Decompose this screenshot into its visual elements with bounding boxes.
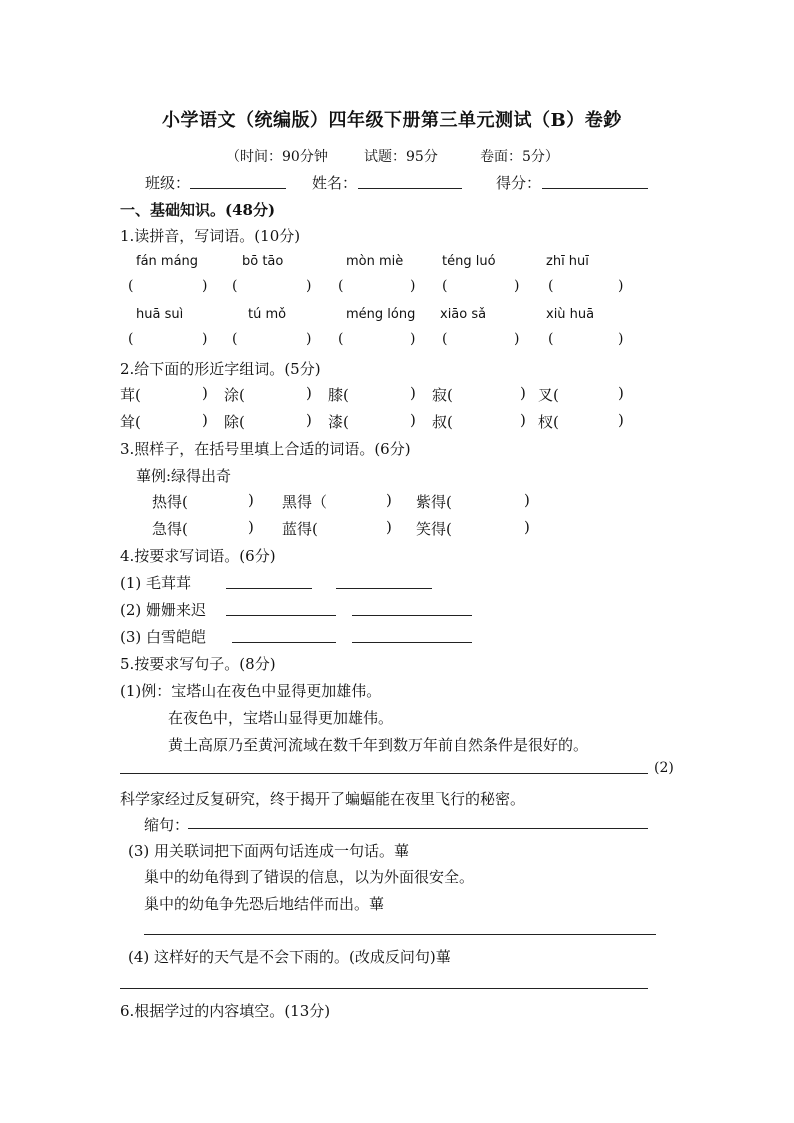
sentence-task: 巢中的幼龟得到了错误的信息，以为外面很安全。	[144, 868, 475, 886]
answer-blank-close: )	[618, 411, 624, 429]
pinyin-item: fán máng	[136, 254, 199, 269]
answer-blank-close: )	[202, 331, 208, 347]
word-item: (2) 姗姗来迟	[120, 601, 207, 619]
question-5-title: 5.按要求写句子。(8分)	[120, 655, 276, 673]
sentence-task: 巢中的幼龟争先恐后地结伴而出。蓽	[144, 895, 385, 913]
word-item: (3) 白雪皑皑	[120, 628, 207, 646]
answer-blank-close: )	[410, 331, 416, 347]
name-label: 姓名：	[312, 174, 358, 192]
answer-blank-close: )	[520, 384, 526, 402]
question-score-info: 试题：95分	[364, 149, 438, 165]
answer-line[interactable]	[352, 642, 472, 643]
answer-blank-open: (	[548, 331, 554, 347]
answer-blank-close: )	[202, 278, 208, 294]
phrase-item: 黑得（	[282, 493, 328, 511]
answer-blank-open: (	[232, 278, 238, 294]
char-item: 除(	[224, 413, 245, 431]
class-label: 班级：	[145, 174, 191, 192]
answer-blank-close: )	[618, 278, 624, 294]
answer-blank-open: (	[232, 331, 238, 347]
question-3-title: 3.照样子，在括号里填上合适的词语。(6分)	[120, 440, 411, 458]
answer-blank-close: )	[618, 384, 624, 402]
answer-blank-close: )	[524, 491, 530, 509]
answer-blank-open: (	[128, 331, 134, 347]
answer-blank-close: )	[202, 384, 208, 402]
sub-question-number: (2)	[654, 760, 674, 776]
pinyin-item: xiù huā	[546, 307, 595, 322]
char-item: 漆(	[328, 413, 349, 431]
time-info: （时间：90分钟	[226, 149, 328, 165]
answer-blank-open: (	[442, 331, 448, 347]
char-item: 寂(	[432, 386, 453, 404]
char-item: 耸(	[120, 413, 141, 431]
pinyin-item: xiāo sǎ	[440, 307, 487, 322]
pinyin-item: téng luó	[442, 254, 496, 269]
score-field[interactable]	[542, 188, 648, 189]
answer-blank-close: )	[514, 278, 520, 294]
sentence-task: 科学家经过反复研究，终于揭开了蝙蝠能在夜里飞行的秘密。	[120, 790, 526, 808]
answer-line[interactable]	[120, 773, 648, 774]
answer-blank-close: )	[248, 491, 254, 509]
char-item: 叉(	[538, 386, 559, 404]
phrase-item: 笑得(	[416, 520, 452, 538]
pinyin-item: mòn miè	[346, 254, 404, 269]
answer-line[interactable]	[188, 828, 648, 829]
phrase-item: 紫得(	[416, 493, 452, 511]
answer-blank-open: (	[128, 278, 134, 294]
pinyin-item: huā suì	[136, 307, 184, 322]
answer-blank-close: )	[306, 278, 312, 294]
answer-blank-close: )	[386, 518, 392, 536]
answer-line[interactable]	[226, 615, 336, 616]
char-item: 膝(	[328, 386, 349, 404]
sub-question-title: (3) 用关联词把下面两句话连成一句话。蓽	[128, 842, 410, 860]
char-item: 涂(	[224, 386, 245, 404]
answer-blank-close: )	[248, 518, 254, 536]
sentence-task: 黄土高原乃至黄河流域在数千年到数万年前自然条件是很好的。	[168, 736, 589, 754]
answer-blank-close: )	[306, 384, 312, 402]
answer-blank-close: )	[618, 331, 624, 347]
paper-score-info: 卷面：5分）	[480, 149, 559, 165]
answer-blank-open: (	[442, 278, 448, 294]
answer-blank-close: )	[202, 411, 208, 429]
condense-label: 缩句：	[144, 816, 190, 834]
sentence-example: (1)例：宝塔山在夜色中显得更加雄伟。	[120, 682, 382, 700]
question-4-title: 4.按要求写词语。(6分)	[120, 547, 276, 565]
answer-blank-close: )	[514, 331, 520, 347]
answer-blank-close: )	[520, 411, 526, 429]
answer-blank-close: )	[386, 491, 392, 509]
answer-blank-close: )	[306, 411, 312, 429]
question-6-title: 6.根据学过的内容填空。(13分)	[120, 1002, 331, 1020]
char-item: 杈(	[538, 413, 559, 431]
pinyin-item: zhī huī	[546, 254, 589, 269]
name-field[interactable]	[358, 188, 462, 189]
answer-line[interactable]	[144, 934, 656, 935]
answer-line[interactable]	[226, 588, 312, 589]
answer-line[interactable]	[336, 588, 432, 589]
sub-question-title: (4) 这样好的天气是不会下雨的。(改成反问句)蓽	[128, 948, 451, 966]
answer-blank-open: (	[338, 331, 344, 347]
pinyin-item: tú mǒ	[248, 307, 287, 322]
example-text: 蓽例:绿得出奇	[136, 467, 232, 485]
section-heading: 一、基础知识。(48分)	[120, 201, 276, 219]
pinyin-item: bō tāo	[242, 254, 284, 269]
answer-line[interactable]	[120, 988, 648, 989]
pinyin-item: méng lóng	[346, 307, 416, 322]
answer-blank-close: )	[306, 331, 312, 347]
answer-line[interactable]	[232, 642, 336, 643]
answer-blank-open: (	[338, 278, 344, 294]
phrase-item: 热得(	[152, 493, 188, 511]
answer-blank-open: (	[548, 278, 554, 294]
answer-blank-close: )	[410, 411, 416, 429]
char-item: 叔(	[432, 413, 453, 431]
answer-blank-close: )	[524, 518, 530, 536]
char-item: 茸(	[120, 386, 141, 404]
phrase-item: 蓝得(	[282, 520, 318, 538]
phrase-item: 急得(	[152, 520, 188, 538]
class-field[interactable]	[190, 188, 286, 189]
sentence-rewrite: 在夜色中，宝塔山显得更加雄伟。	[168, 709, 394, 727]
question-1-title: 1.读拼音，写词语。(10分)	[120, 227, 301, 245]
question-2-title: 2.给下面的形近字组词。(5分)	[120, 360, 321, 378]
answer-line[interactable]	[352, 615, 472, 616]
page-title: 小学语文（统编版）四年级下册第三单元测试（B）卷鈔	[162, 110, 622, 131]
answer-blank-close: )	[410, 278, 416, 294]
score-label: 得分：	[496, 174, 542, 192]
answer-blank-close: )	[410, 384, 416, 402]
word-item: (1) 毛茸茸	[120, 574, 192, 592]
